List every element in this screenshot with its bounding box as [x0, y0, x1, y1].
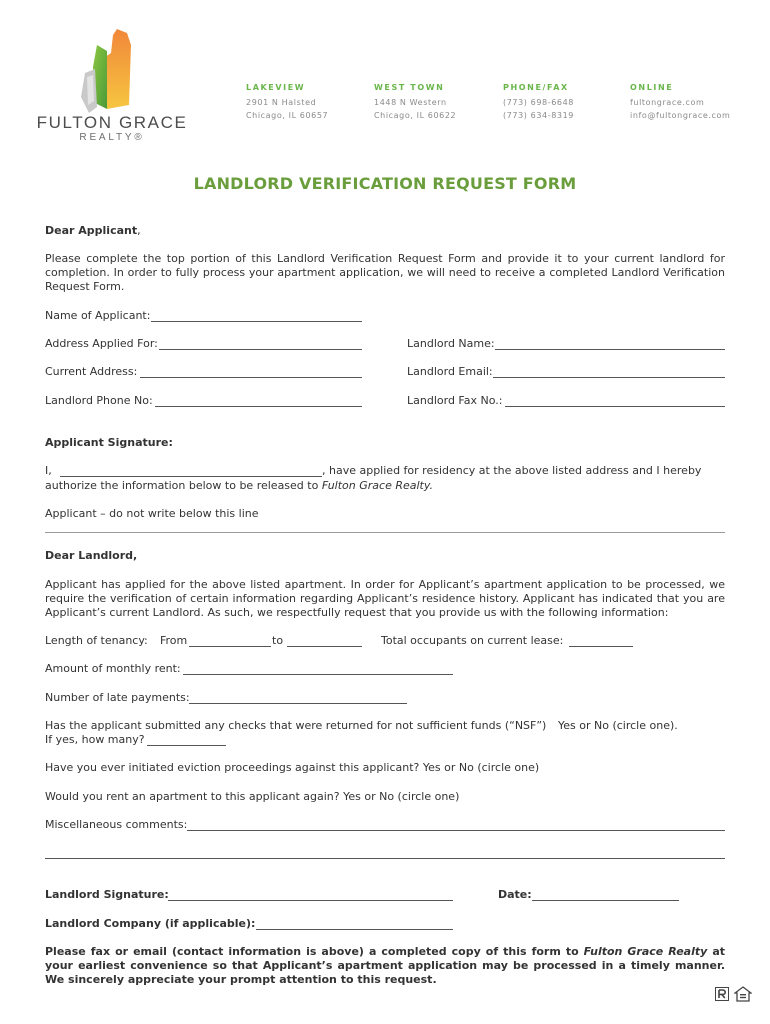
misc-comments-field[interactable]	[187, 830, 725, 831]
address-applied-label: Address Applied For:	[45, 337, 158, 350]
tenancy-to-label: to	[272, 634, 284, 647]
closing-instructions	[45, 945, 725, 987]
website: fultongrace.com	[630, 98, 705, 107]
authorization-prefix: I,	[45, 464, 52, 477]
applicant-greeting-comma: ,	[137, 224, 141, 237]
phone-number: (773) 698-6648	[503, 98, 574, 107]
west-town-city: Chicago, IL 60622	[374, 111, 457, 120]
monthly-rent-label: Amount of monthly rent:	[45, 662, 181, 675]
authorization-line2	[45, 479, 433, 493]
page-title: LANDLORD VERIFICATION REQUEST FORM	[193, 174, 577, 193]
authorization-line2-text: authorize the information below to be released to	[45, 479, 322, 492]
phone-fax-heading: PHONE/FAX	[503, 83, 569, 92]
current-address-field[interactable]	[140, 377, 362, 378]
equal-housing-icon	[734, 986, 752, 1002]
total-occupants-field[interactable]	[569, 646, 633, 647]
lakeview-heading: LAKEVIEW	[246, 83, 306, 92]
landlord-email-label: Landlord Email:	[407, 365, 493, 378]
logo-subtitle: REALTY®	[79, 132, 145, 143]
applicant-signature-heading: Applicant Signature:	[45, 436, 173, 449]
landlord-phone-label: Landlord Phone No:	[45, 394, 153, 407]
landlord-greeting: Dear Landlord,	[45, 549, 138, 562]
landlord-fax-label: Landlord Fax No.:	[407, 394, 503, 407]
date-label: Date:	[498, 888, 532, 901]
applicant-greeting	[45, 224, 141, 238]
do-not-write-note: Applicant – do not write below this line	[45, 507, 259, 520]
applicant-name-signature-field[interactable]	[60, 476, 322, 477]
tenancy-from-label: From	[160, 634, 188, 647]
closing-text-2: at your earliest convenience so that Applicant’s apartment application may be processed in a timely manner. We sincerely appreciate your prompt attention to this request.	[45, 945, 725, 986]
realtor-icon	[715, 987, 729, 1001]
monthly-rent-field[interactable]	[183, 674, 453, 675]
landlord-company-label: Landlord Company (if applicable):	[45, 917, 256, 930]
authorization-text: , have applied for residency at the above listed address and I hereby	[322, 464, 702, 477]
authorization-company: Fulton Grace Realty.	[321, 479, 434, 492]
online-heading: ONLINE	[630, 83, 674, 92]
nsf-question: Has the applicant submitted any checks that were returned for not sufficient funds (“NSF”)	[45, 719, 547, 732]
landlord-intro: Applicant has applied for the above listed apartment. In order for Applicant’s apartment application to be processed, we require the verification of certain information regarding Applicant’s residence history. Applicant has indicated that you are Applicant’s current Landlord. As such, we respectfully request that you provide us with the following information:	[45, 578, 725, 619]
landlord-company-field[interactable]	[256, 929, 453, 930]
tenancy-label: Length of tenancy:	[45, 634, 148, 647]
tenancy-to-field[interactable]	[287, 646, 362, 647]
email-address: info@fultongrace.com	[630, 111, 731, 120]
west-town-heading: WEST TOWN	[374, 83, 445, 92]
rent-again-question[interactable]: Would you rent an apartment to this applicant again? Yes or No (circle one)	[45, 790, 460, 803]
tenancy-from-field[interactable]	[189, 646, 271, 647]
fax-number: (773) 634-8319	[503, 111, 574, 120]
eviction-question[interactable]: Have you ever initiated eviction proceedings against this applicant? Yes or No (circle one)	[45, 761, 540, 774]
landlord-signature-field[interactable]	[168, 900, 453, 901]
landlord-name-field[interactable]	[495, 349, 725, 350]
date-field[interactable]	[532, 900, 679, 901]
lakeview-city: Chicago, IL 60657	[246, 111, 329, 120]
late-payments-field[interactable]	[189, 703, 407, 704]
address-applied-field[interactable]	[159, 349, 362, 350]
logo-building-icon	[77, 27, 149, 115]
total-occupants-label: Total occupants on current lease:	[381, 634, 564, 647]
late-payments-label: Number of late payments:	[45, 691, 190, 704]
section-divider	[45, 532, 725, 533]
landlord-phone-field[interactable]	[155, 406, 362, 407]
closing-text-1: Please fax or email (contact information is above) a completed copy of this form to	[45, 945, 584, 958]
landlord-fax-field[interactable]	[505, 406, 725, 407]
lakeview-address: 2901 N Halsted	[246, 98, 317, 107]
current-address-label: Current Address:	[45, 365, 138, 378]
landlord-name-label: Landlord Name:	[407, 337, 495, 350]
landlord-email-field[interactable]	[493, 377, 725, 378]
applicant-intro: Please complete the top portion of this Landlord Verification Request Form and provide it to your current landlord for completion. In order to fully process your apartment application, we will need to receive a completed Landlord Verification Request Form.	[45, 252, 725, 293]
misc-comments-field-line2[interactable]	[45, 858, 725, 859]
nsf-count-field[interactable]	[147, 745, 226, 746]
nsf-choice[interactable]: Yes or No (circle one).	[558, 719, 678, 732]
west-town-address: 1448 N Western	[374, 98, 447, 107]
closing-company: Fulton Grace Realty	[583, 945, 708, 958]
nsf-count-label: If yes, how many?	[45, 733, 145, 746]
applicant-greeting-bold: Dear Applicant	[45, 224, 138, 237]
name-of-applicant-field[interactable]	[151, 321, 362, 322]
landlord-signature-label: Landlord Signature:	[45, 888, 169, 901]
name-of-applicant-label: Name of Applicant:	[45, 309, 151, 322]
misc-comments-label: Miscellaneous comments:	[45, 818, 188, 831]
logo-wordmark: FULTON GRACE	[36, 113, 188, 132]
